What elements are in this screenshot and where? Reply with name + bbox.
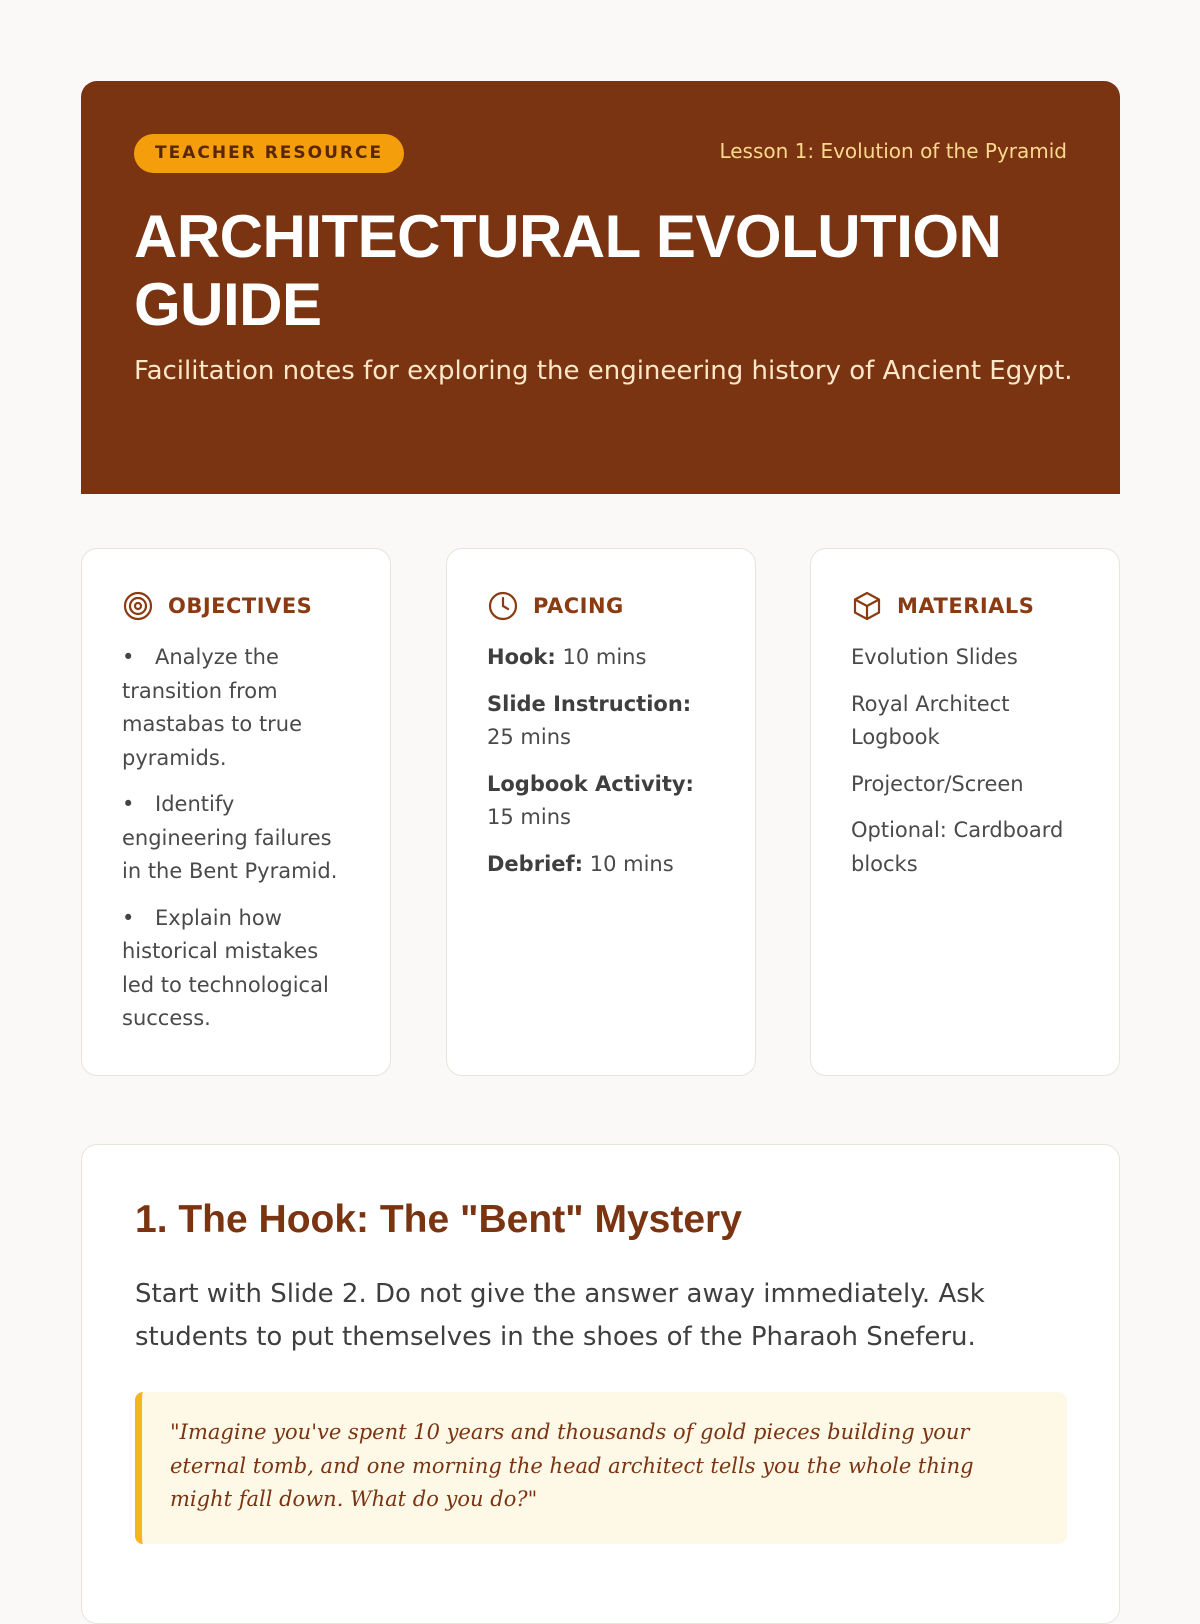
hook-quote: "Imagine you've spent 10 years and thousands of gold pieces building your eternal tomb, and one morning the head architect tells you the whole thing might fall down. What do you do?" [135,1392,1067,1544]
lesson-label: Lesson 1: Evolution of the Pyramid [719,139,1067,163]
list-item: • Analyze the transition from mastabas to true pyramids. [122,641,350,775]
box-icon [851,590,883,622]
pacing-value: 25 mins [487,725,571,749]
pacing-title: PACING [533,594,624,618]
list-item: Projector/Screen [851,771,1024,796]
page-subtitle: Facilitation notes for exploring the engineering history of Ancient Egypt. [134,356,1073,386]
pacing-label: Hook: [487,645,556,669]
hook-section [81,1144,1120,1624]
list-item [487,768,715,835]
pacing-value: 10 mins [562,645,647,669]
objectives-card [81,548,391,1076]
list-item: Optional: Cardboard blocks [851,818,1064,876]
list-item: • Identify engineering failures in the Bent Pyramid. [122,788,350,889]
list-item [487,641,715,675]
pacing-label: Slide Instruction: [487,691,692,716]
section-heading: 1. The Hook: The "Bent" Mystery [135,1198,742,1241]
header-banner [81,81,1120,494]
pacing-label: Debrief: [487,851,584,876]
materials-header [851,589,1079,623]
clock-icon [487,590,519,622]
list-item: • Explain how historical mistakes led to technological success. [122,902,350,1036]
materials-title: MATERIALS [897,594,1035,618]
materials-card [810,548,1120,1076]
pacing-header [487,589,715,623]
target-icon [122,590,154,622]
resource-badge: TEACHER RESOURCE [134,134,404,173]
pacing-value: 10 mins [589,851,674,876]
objectives-title: OBJECTIVES [168,594,313,618]
pacing-label: Logbook Activity: [487,771,694,796]
materials-list [851,641,1079,881]
list-item: Evolution Slides [851,645,1018,669]
list-item: Royal Architect Logbook [851,691,1010,749]
page-title: ARCHITECTURAL EVOLUTION GUIDE [134,203,1002,338]
section-body: Start with Slide 2. Do not give the answer away immediately. Ask students to put themselves in the shoes of the Pharaoh Sneferu. [135,1279,985,1352]
pacing-value: 15 mins [487,805,571,829]
list-item [487,848,715,882]
objectives-header [122,589,350,623]
list-item [487,688,715,755]
pacing-card [446,548,756,1076]
objectives-list [122,641,350,1036]
pacing-list [487,641,715,881]
